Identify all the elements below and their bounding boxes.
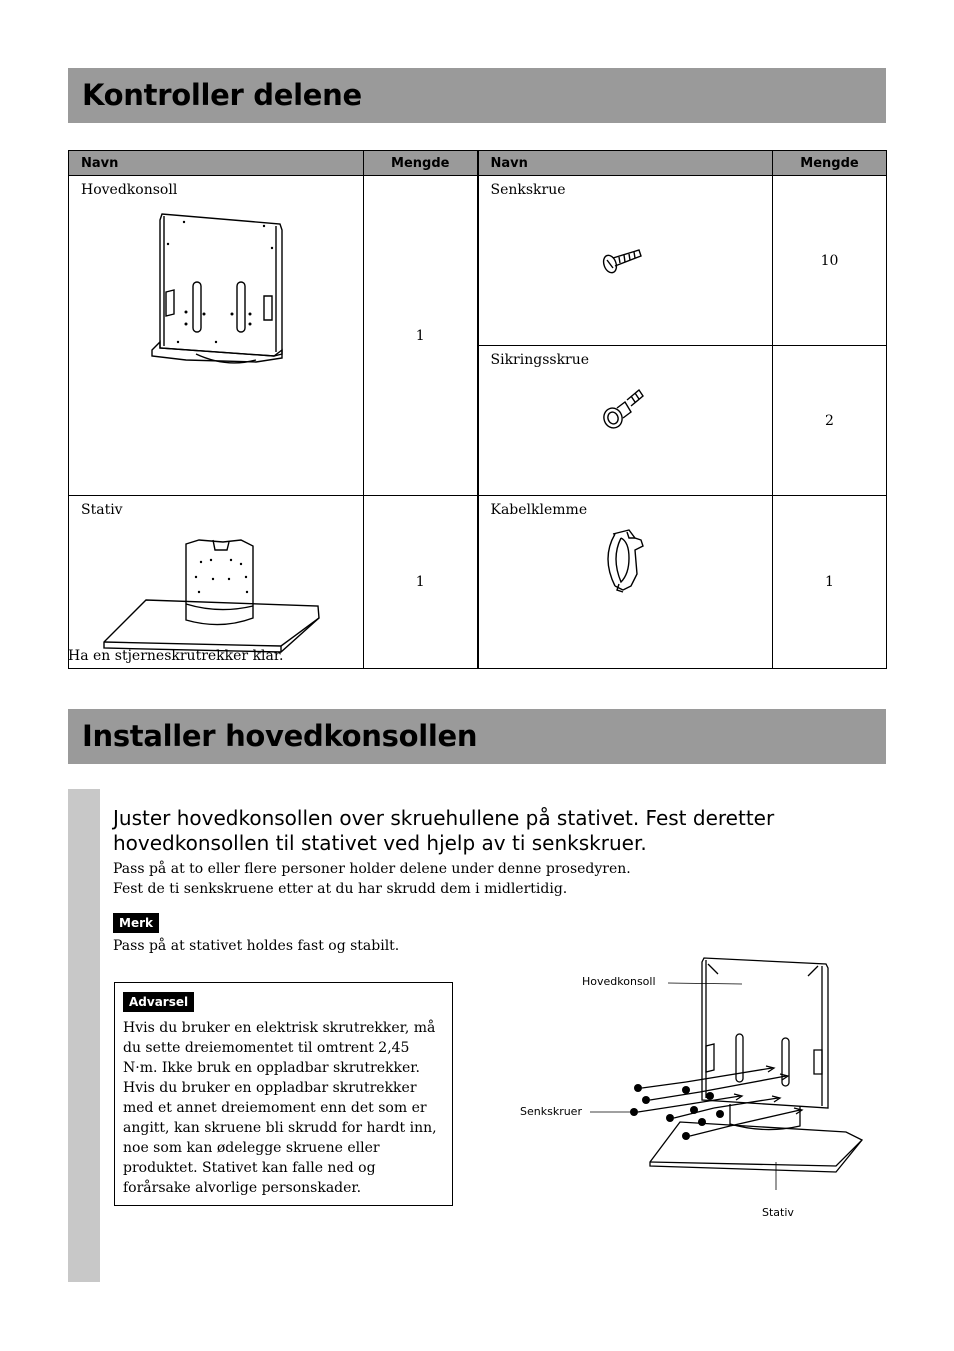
cable-clamp-illustration bbox=[595, 524, 655, 594]
step-sidebar bbox=[68, 789, 100, 1282]
cell-cable-clamp-qty: 1 bbox=[773, 496, 887, 669]
item-name-cable-clamp: Kabelklemme bbox=[490, 502, 588, 518]
section-banner-install bbox=[68, 709, 886, 764]
header-name-left: Navn bbox=[69, 151, 364, 176]
note-text: Pass på at stativet holdes fast og stabilt. bbox=[113, 938, 400, 954]
cell-security-screw-qty: 2 bbox=[773, 346, 887, 496]
main-bracket-illustration bbox=[146, 202, 286, 372]
cell-security-screw bbox=[478, 346, 773, 496]
header-qty-right: Mengde bbox=[773, 151, 887, 176]
cell-countersunk-screw bbox=[478, 176, 773, 346]
callout-main-bracket: Hovedkonsoll bbox=[582, 975, 656, 988]
cell-stand bbox=[69, 496, 364, 669]
note-label: Merk bbox=[113, 913, 159, 933]
table-row bbox=[69, 496, 887, 669]
callout-screws: Senkskruer bbox=[520, 1105, 582, 1118]
security-screw-illustration bbox=[595, 378, 655, 438]
item-name-stand: Stativ bbox=[81, 502, 123, 518]
item-name-main-bracket: Hovedkonsoll bbox=[81, 182, 178, 198]
cell-main-bracket bbox=[69, 176, 364, 496]
warning-box bbox=[114, 982, 453, 1206]
cell-stand-qty: 1 bbox=[364, 496, 478, 669]
table-header-row bbox=[69, 151, 887, 176]
callout-stand: Stativ bbox=[762, 1206, 794, 1219]
step-heading: Juster hovedkonsollen over skruehullene på stativet. Fest deretter hovedkonsollen til stativet ved hjelp av ti senkskruer. bbox=[113, 806, 775, 855]
stand-illustration bbox=[101, 522, 331, 662]
item-name-countersunk-screw: Senkskrue bbox=[490, 182, 566, 198]
cell-countersunk-screw-qty: 10 bbox=[773, 176, 887, 346]
warning-text: Hvis du bruker en elektrisk skrutrekker, må du sette dreiemomentet til omtrent 2,45 N·m. Ikke bruk en oppladbar skrutrekker. Hvis du bruker en oppladbar skrutrekker med et annet dreiemoment enn det som er angitt, kan skruene bli skrudd for hardt inn, noe som kan ødelegge skruene eller produktet. Stativet kan falle ned og forårsake alvorlige personskader. bbox=[123, 1020, 437, 1196]
header-name-right: Navn bbox=[478, 151, 773, 176]
table-note: Ha en stjerneskrutrekker klar. bbox=[68, 648, 284, 664]
header-qty-left: Mengde bbox=[364, 151, 478, 176]
table-row bbox=[69, 176, 887, 346]
step-line-2: Fest de ti senkskruene etter at du har skrudd dem i midlertidig. bbox=[113, 881, 568, 897]
warning-label: Advarsel bbox=[123, 992, 194, 1012]
section-title-install: Installer hovedkonsollen bbox=[82, 719, 478, 753]
item-name-security-screw: Sikringsskrue bbox=[490, 352, 590, 368]
parts-table bbox=[68, 150, 887, 669]
section-banner-parts bbox=[68, 68, 886, 123]
countersunk-screw-illustration bbox=[595, 226, 655, 286]
section-title-parts: Kontroller delene bbox=[82, 78, 362, 112]
cell-cable-clamp bbox=[478, 496, 773, 669]
step-line-1: Pass på at to eller flere personer holder delene under denne prosedyren. bbox=[113, 861, 631, 877]
step-instructions bbox=[113, 859, 631, 899]
cell-main-bracket-qty: 1 bbox=[364, 176, 478, 496]
